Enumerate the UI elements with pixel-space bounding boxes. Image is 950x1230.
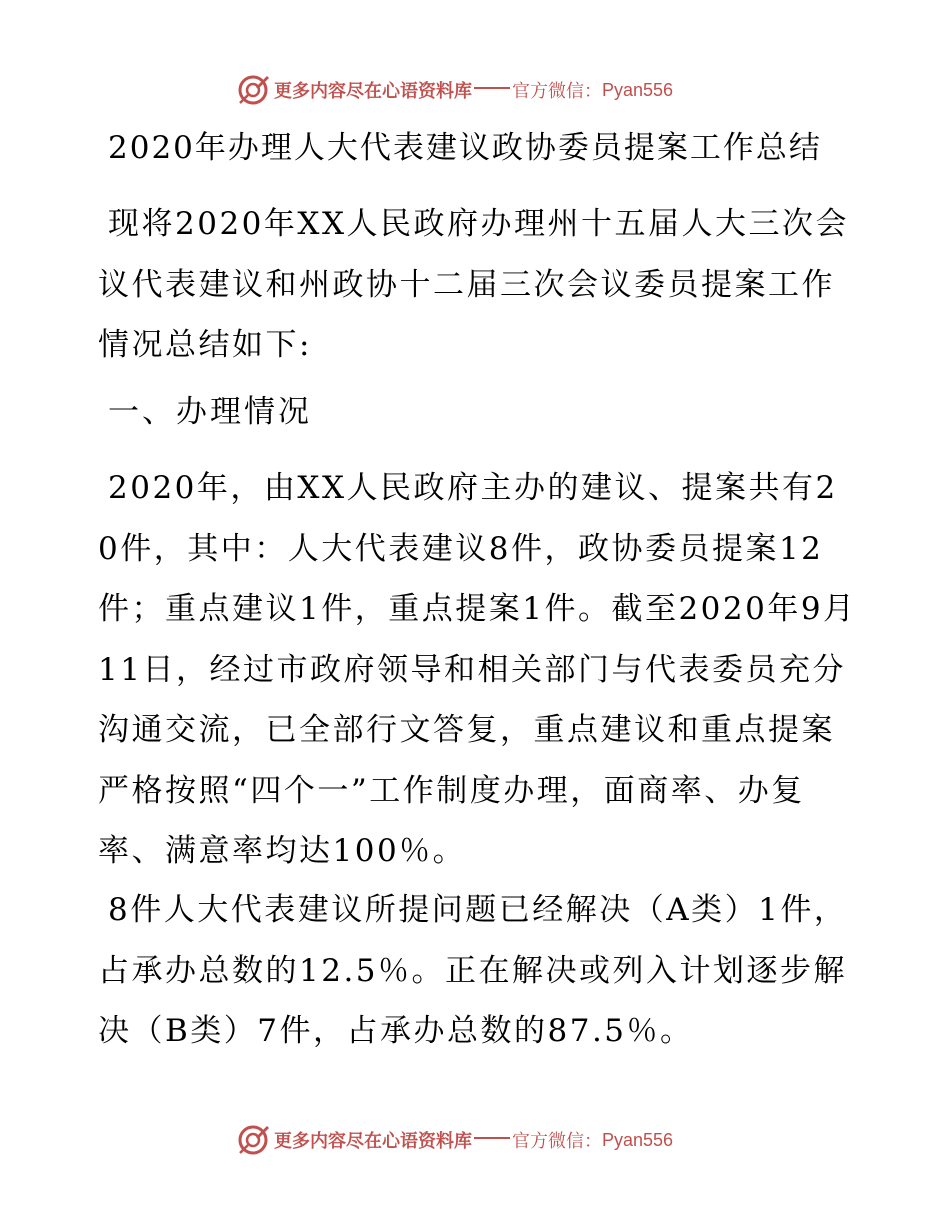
quill-logo-icon	[236, 73, 270, 107]
section-heading: 一、办理情况	[108, 394, 312, 430]
document-title: 2020年办理人大代表建议政协委员提案工作总结	[108, 130, 822, 166]
watermark-wechat-label: 官方微信：	[512, 1131, 602, 1152]
intro-paragraph: 现将2020年XX人民政府办理州十五届人大三次会议代表建议和州政协十二届三次会议委员提案工作情况总结如下:	[98, 206, 850, 363]
quill-logo-icon	[236, 1123, 270, 1157]
watermark-wechat-label: 官方微信：	[512, 81, 602, 102]
watermark-wechat-id: Pyan556	[602, 79, 674, 100]
watermark-brand-text: 更多内容尽在心语资料库	[274, 81, 472, 102]
body-paragraph-2: 8件人大代表建议所提问题已经解决（A类）1件，占承办总数的12.5％。正在解决或列入计划逐步解决（B类）7件，占承办总数的87.5％。	[98, 892, 848, 1049]
watermark-footer	[236, 1122, 673, 1158]
body-paragraph-1: 2020年，由XX人民政府主办的建议、提案共有20件，其中：人大代表建议8件，政协委员提案12件；重点建议1件，重点提案1件。截至2020年9月11日，经过市政府领导和相关部门与代表委员充分沟通交流，已全部行文答复，重点建议和重点提案严格按照“四个一”工作制度办理，面商率、办复率、满意率均达100％。	[98, 470, 857, 869]
watermark-dash	[474, 87, 510, 89]
watermark-brand-text: 更多内容尽在心语资料库	[274, 1131, 472, 1152]
watermark-header	[236, 72, 673, 108]
watermark-dash	[474, 1137, 510, 1139]
watermark-wechat-id: Pyan556	[602, 1129, 674, 1150]
